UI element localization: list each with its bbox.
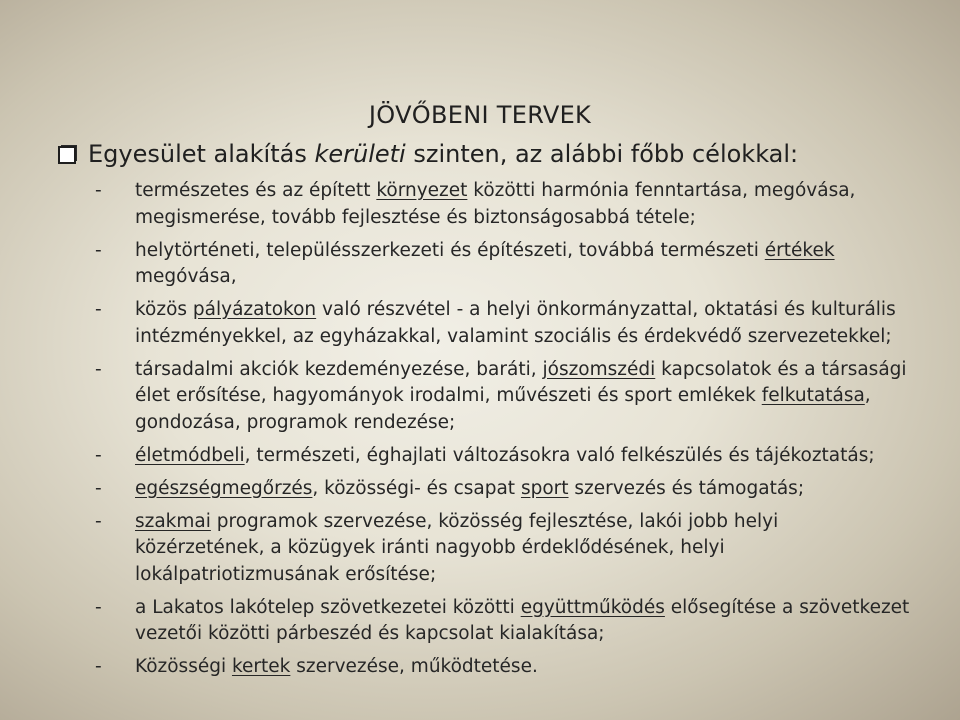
hyperlink-text[interactable]: értékek (764, 239, 835, 261)
list-item (95, 595, 910, 648)
list-item-text (135, 297, 910, 350)
text-segment: közötti harmónia fenntartása, megóvása, megismerése, tovább fejlesztése és biztonságosabbá tétele; (135, 180, 856, 228)
list-marker: - (95, 299, 102, 320)
list-item-text (135, 443, 910, 470)
main-bullet-suffix: szinten, az alábbi főbb célokkal: (405, 140, 799, 168)
text-segment: , közösségi- és csapat (312, 477, 521, 499)
text-segment: közös (135, 299, 193, 320)
slide-title: JÖVŐBENI TERVEK (368, 101, 592, 129)
list-item-text (135, 357, 910, 437)
hyperlink-text[interactable]: kertek (231, 656, 291, 677)
text-segment: társadalmi akciók kezdeményezése, baráti, (135, 358, 543, 380)
hyperlink-text[interactable]: jószomszédi (542, 358, 656, 380)
list-marker: - (95, 477, 102, 499)
hyperlink-text[interactable]: életmódbeli (135, 444, 245, 466)
list-marker: - (95, 239, 102, 261)
text-segment: megóvása, (135, 266, 237, 287)
list-item (95, 297, 910, 350)
hyperlink-text[interactable]: sport (520, 477, 569, 499)
text-segment: kapcsolatok és a társasági élet erősítése, hagyományok irodalmi, művészeti és sport emlékek (135, 358, 907, 406)
hyperlink-text[interactable]: környezet (376, 180, 468, 201)
list-marker: - (95, 656, 102, 677)
list-item-text (135, 654, 910, 681)
list-item (95, 178, 910, 231)
main-bullet-text (88, 140, 798, 168)
list-item-text (135, 178, 910, 231)
main-bullet-prefix: Egyesület alakítás (88, 140, 315, 168)
text-segment: szervezése, működtetése. (290, 656, 538, 677)
main-bullet-emphasis: kerületi (314, 140, 406, 168)
text-segment: programok szervezése, közösség fejlesztése, lakói jobb helyi közérzetének, a közügyek iránti nagyobb érdeklődésének, helyi lokálpatriotizmusának erősítése; (135, 510, 779, 585)
hyperlink-text[interactable]: felkutatása (761, 385, 865, 406)
list-item (95, 238, 910, 291)
list-marker: - (95, 358, 102, 380)
list-item-text (135, 238, 910, 291)
text-segment: , gondozása, programok rendezése; (135, 385, 871, 433)
list-item (95, 654, 910, 681)
list-item (95, 357, 910, 437)
text-segment: szervezés és támogatás; (568, 477, 805, 499)
goal-list (95, 178, 910, 687)
text-segment: természetes és az épített (135, 180, 377, 201)
text-segment: , természeti, éghajlati változásokra való felkészülés és tájékoztatás; (244, 444, 875, 466)
list-item-text (135, 476, 910, 503)
list-item (95, 443, 910, 470)
hyperlink-text[interactable]: pályázatokon (192, 299, 317, 320)
hyperlink-text[interactable]: együttműködés (520, 596, 665, 618)
hyperlink-text[interactable]: egészségmegőrzés (135, 477, 313, 499)
list-marker: - (95, 596, 102, 618)
main-bullet (58, 140, 938, 168)
list-item (95, 476, 910, 503)
list-marker: - (95, 180, 102, 201)
list-marker: - (95, 510, 102, 532)
text-segment: a Lakatos lakótelep szövetkezetei közötti (135, 596, 521, 618)
text-segment: elősegítése a szövetkezet vezetői közötti párbeszéd és kapcsolat kialakítása; (135, 596, 910, 644)
list-item-text (135, 595, 910, 648)
text-segment: Közösségi (135, 656, 232, 677)
checkbox-icon (58, 144, 78, 164)
text-segment: való részvétel - a helyi önkormányzattal, oktatási és kulturális intézményekkel, az egyházakkal, valamint szociális és érdekvédő szervezetekkel; (135, 299, 896, 347)
list-item-text (135, 509, 910, 589)
hyperlink-text[interactable]: szakmai (135, 510, 211, 532)
list-item (95, 509, 910, 589)
text-segment: helytörténeti, településszerkezeti és építészeti, továbbá természeti (135, 239, 765, 261)
list-marker: - (95, 444, 102, 466)
